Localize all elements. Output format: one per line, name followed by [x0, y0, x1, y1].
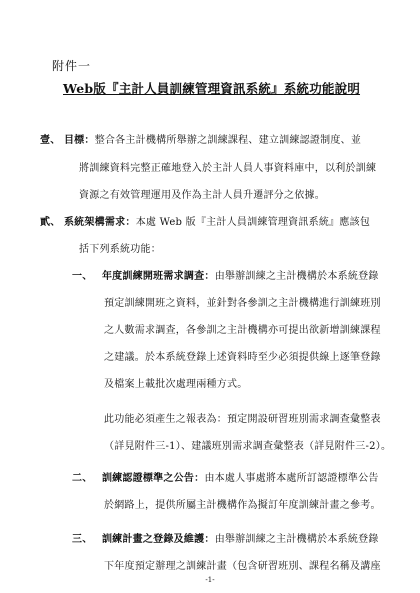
- item-text-line: 之人數需求調查，各參訓之主計機構亦可提出欲新增訓練課程: [104, 325, 381, 336]
- section-heading: 目標：: [63, 135, 95, 146]
- section-text-line: 整合各主計機構所舉辦之訓練課程、建立訓練認證制度、並: [94, 135, 362, 146]
- item-text-line: 下年度預定辦理之訓練計畫（包含研習班別、課程名稱及講座: [104, 561, 381, 572]
- section-text-line: 資源之有效管理運用及作為主計人員升遷評分之依據。: [79, 190, 325, 201]
- page-number: -1-: [205, 576, 215, 584]
- section-marker: 壹、: [40, 135, 61, 146]
- item-text-line: 由舉辦訓練之主計機構於本系統登錄: [214, 271, 379, 282]
- item-text-line: （詳見附件三-1）、建議班別需求調查彙整表（詳見附件三-2）。: [104, 441, 392, 452]
- section-marker: 貳、: [40, 217, 61, 228]
- annex-label: 附件一: [52, 59, 92, 73]
- item-marker: 一、: [72, 271, 93, 282]
- section-text-line: 將訓練資料完整正確地登入於主計人員人事資料庫中，以利於訓練: [79, 163, 377, 174]
- item-text-line: 預定訓練開班之資料，並針對各參訓之主計機構進行訓練班別: [104, 298, 381, 309]
- item-marker: 二、: [72, 473, 93, 484]
- item-marker: 三、: [72, 534, 93, 545]
- section-text-line: 本處 Web 版『主計人員訓練管理資訊系統』應該包: [135, 217, 371, 228]
- item-text-line: 此功能必須產生之報表為：預定開設研習班別需求調查彙整表: [104, 414, 381, 425]
- item-text-line: 及檔案上載批次處理兩種方式。: [104, 379, 248, 390]
- item-heading: 訓練計畫之登錄及維護：: [101, 534, 215, 545]
- item-heading: 年度訓練開班需求調查：: [101, 271, 215, 282]
- document-title: Web版『主計人員訓練管理資訊系統』系統功能說明: [63, 81, 361, 96]
- item-text-line: 由舉辦訓練之主計機構於本系統登錄: [214, 534, 379, 545]
- section-heading: 系統架構需求：: [63, 217, 136, 228]
- section-text-line: 括下列系統功能：: [79, 244, 161, 255]
- item-heading: 訓練認證標準之公告：: [101, 473, 205, 484]
- item-text-line: 於網路上，提供所屬主計機構作為擬訂年度訓練計畫之參考。: [104, 500, 381, 511]
- item-text-line: 之建議。於本系統登錄上述資料時至少必須提供線上逐筆登錄: [104, 352, 381, 363]
- item-text-line: 由本處人事處將本處所訂認證標準公告: [204, 473, 379, 484]
